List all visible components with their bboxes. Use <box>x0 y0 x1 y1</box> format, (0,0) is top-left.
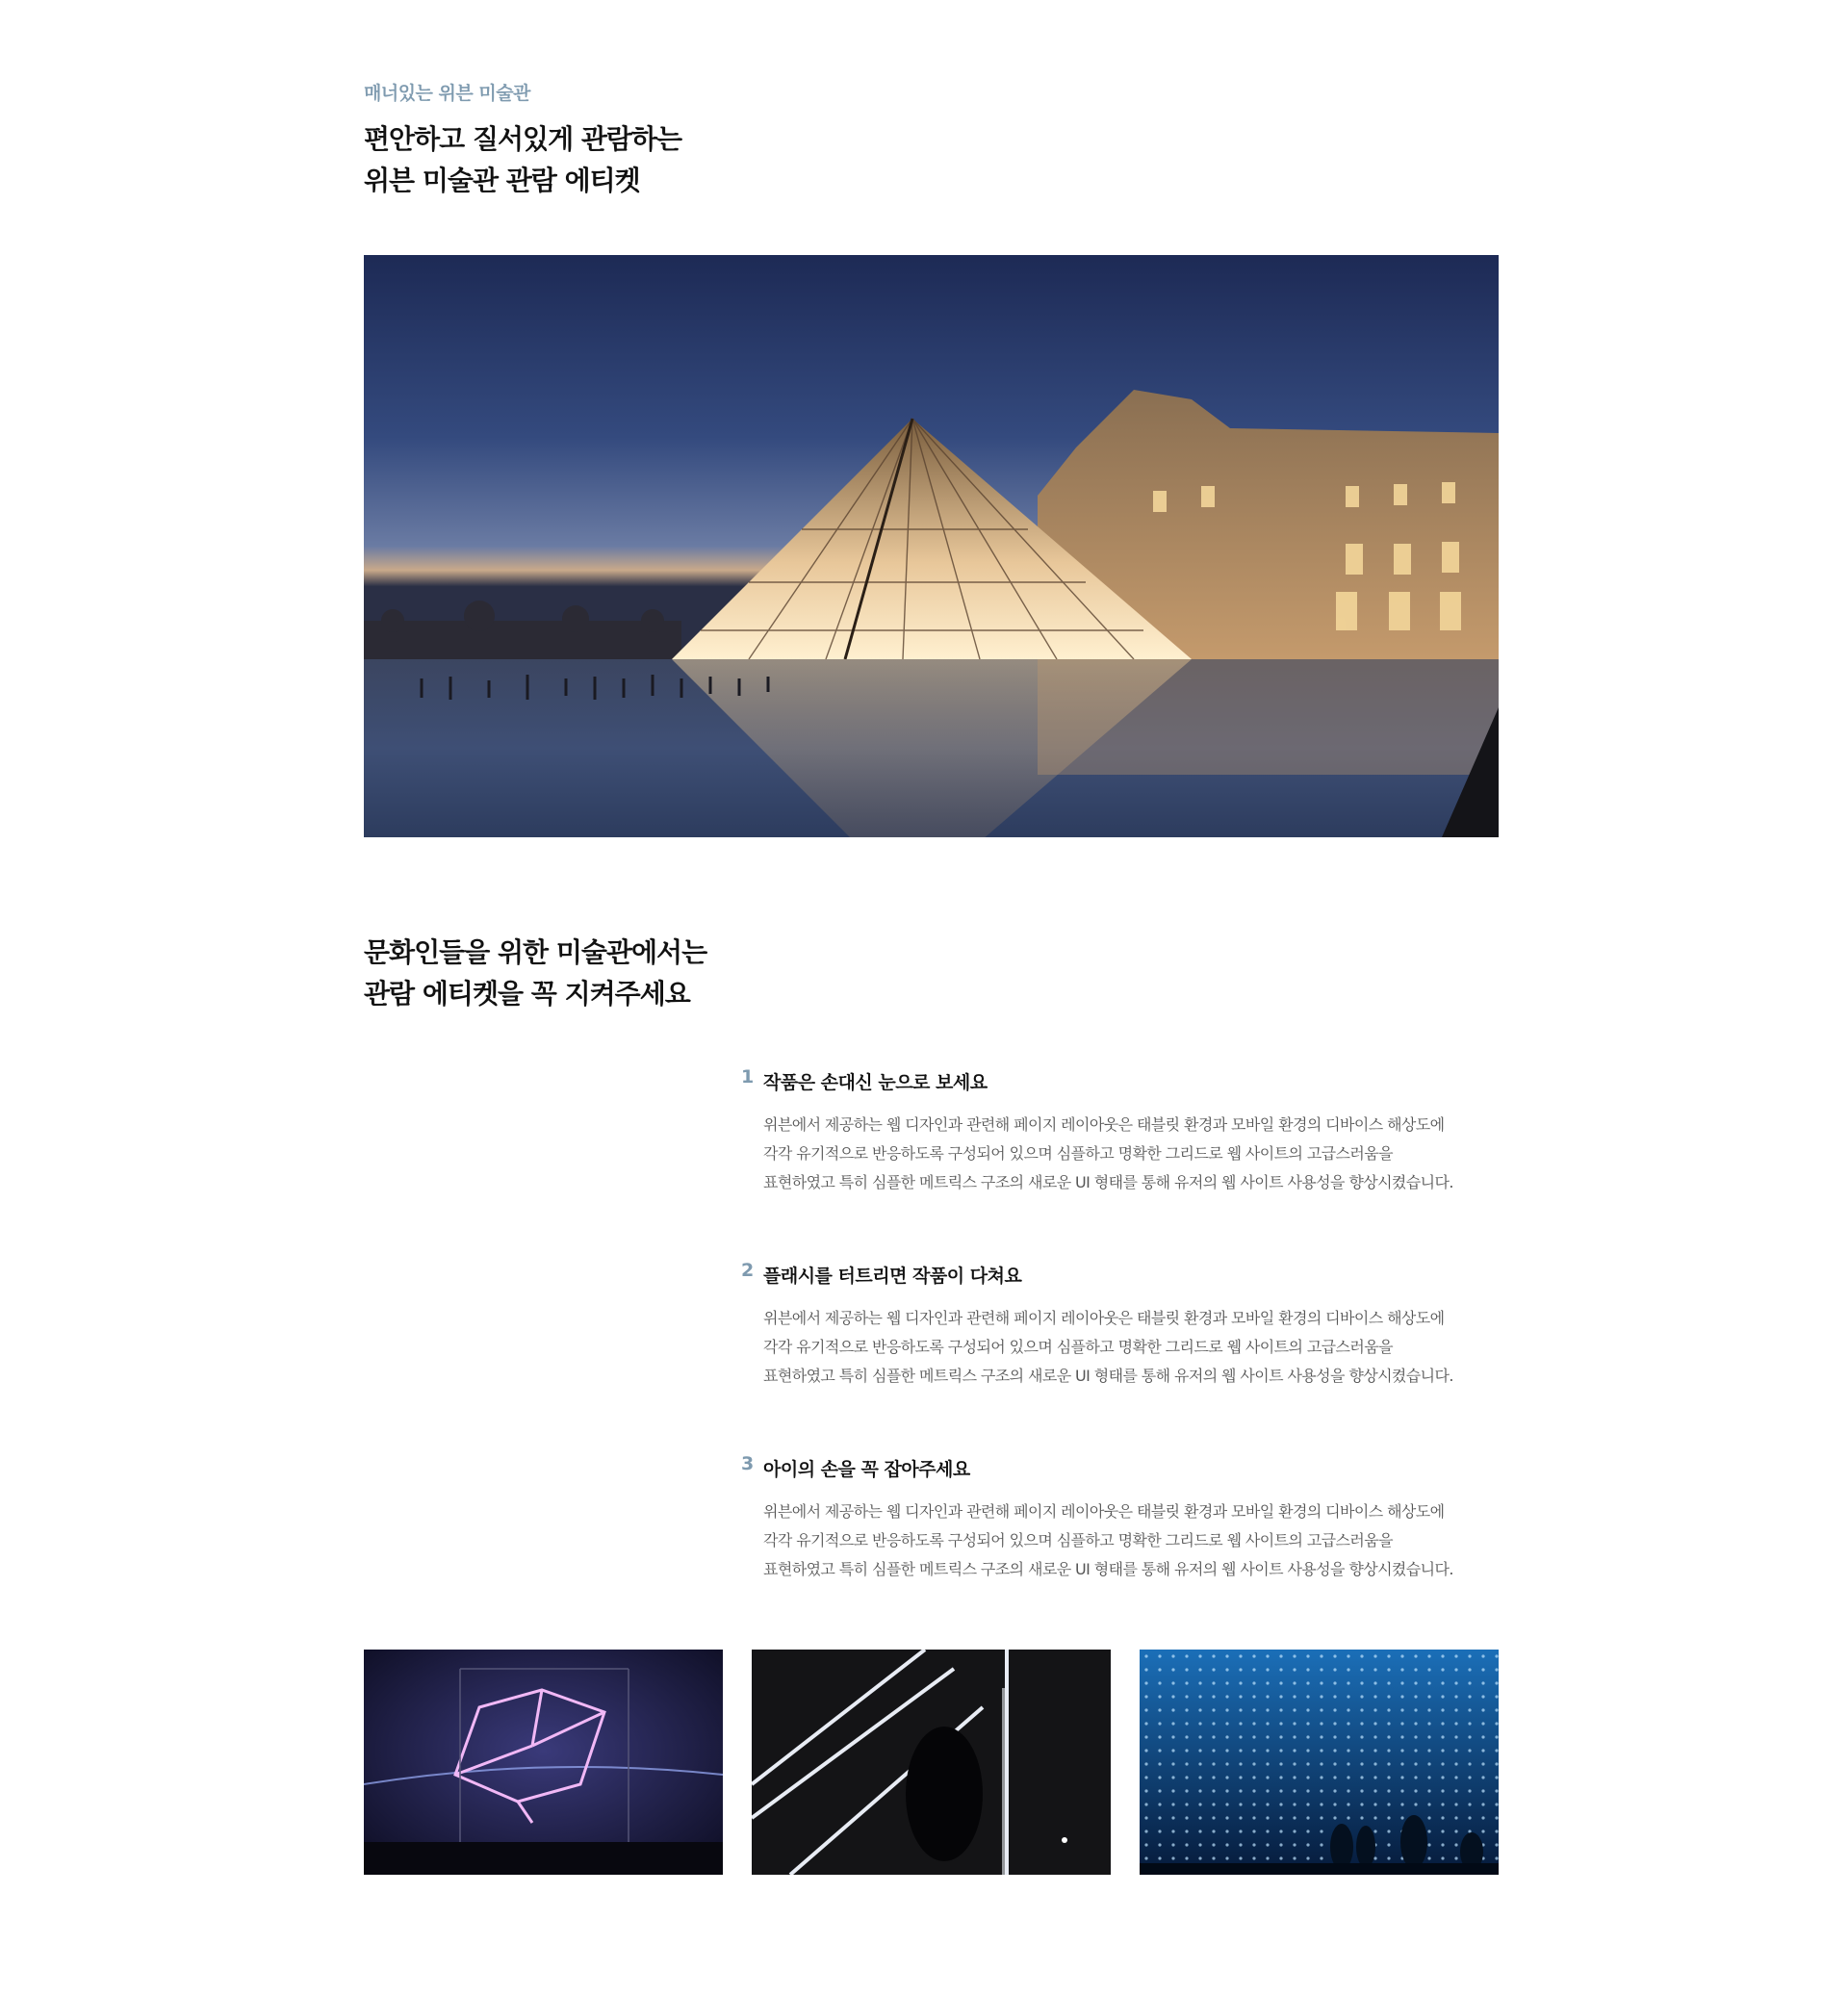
item-number: 2 <box>741 1260 755 1281</box>
section-title <box>364 932 706 1014</box>
item-description-line: 표현하였고 특히 심플한 메트릭스 구조의 새로운 UI 형태를 통해 유저의 웹 사이트 사용성을 향상시켰습니다. <box>763 1367 1453 1385</box>
item-description-line: 표현하였고 특히 심플한 메트릭스 구조의 새로운 UI 형태를 통해 유저의 웹 사이트 사용성을 향상시켰습니다. <box>763 1560 1453 1578</box>
gallery-image-blue-dots <box>1140 1650 1499 1875</box>
item-description <box>763 1497 1504 1584</box>
page-title-line-1: 편안하고 질서있게 관람하는 <box>364 123 682 155</box>
page-title <box>364 118 681 201</box>
hero-image <box>364 255 1499 837</box>
item-description-line: 표현하였고 특히 심플한 메트릭스 구조의 새로운 UI 형태를 통해 유저의 웹 사이트 사용성을 향상시켰습니다. <box>763 1173 1453 1191</box>
gallery <box>364 1650 1499 1875</box>
page-content <box>364 0 1499 1996</box>
item-description-line: 각각 유기적으로 반응하도록 구성되어 있으며 심플하고 명확한 그리드로 웹 사이트의 고급스러움을 <box>763 1338 1393 1356</box>
item-description-line: 위븐에서 제공하는 웹 디자인과 관련해 페이지 레이아웃은 태블릿 환경과 모바일 환경의 디바이스 해상도에 <box>763 1115 1445 1134</box>
item-description-line: 위븐에서 제공하는 웹 디자인과 관련해 페이지 레이아웃은 태블릿 환경과 모바일 환경의 디바이스 해상도에 <box>763 1502 1445 1521</box>
louvre-pyramid-image <box>364 255 1499 837</box>
blue-light-dots-image <box>1140 1650 1499 1875</box>
section-title-line-1: 문화인들을 위한 미술관에서는 <box>364 936 707 968</box>
section-eyebrow: 매너있는 위븐 미술관 <box>364 83 530 104</box>
gallery-image-neon-cube <box>364 1650 723 1875</box>
item-number: 3 <box>741 1453 755 1474</box>
item-description-line: 각각 유기적으로 반응하도록 구성되어 있으며 심플하고 명확한 그리드로 웹 사이트의 고급스러움을 <box>763 1144 1393 1163</box>
item-description-line: 각각 유기적으로 반응하도록 구성되어 있으며 심플하고 명확한 그리드로 웹 사이트의 고급스러움을 <box>763 1531 1393 1549</box>
item-description-line: 위븐에서 제공하는 웹 디자인과 관련해 페이지 레이아웃은 태블릿 환경과 모바일 환경의 디바이스 해상도에 <box>763 1309 1445 1327</box>
item-title: 아이의 손을 꼭 잡아주세요 <box>763 1459 970 1480</box>
gallery-image-light-lines <box>752 1650 1111 1875</box>
item-number: 1 <box>741 1066 755 1088</box>
item-title: 작품은 손대신 눈으로 보세요 <box>763 1072 988 1093</box>
item-description <box>763 1111 1504 1197</box>
page-title-line-2: 위븐 미술관 관람 에티켓 <box>364 165 640 196</box>
light-lines-image <box>752 1650 1111 1875</box>
item-description <box>763 1304 1504 1391</box>
section-title-line-2: 관람 에티켓을 꼭 지켜주세요 <box>364 978 690 1010</box>
item-title: 플래시를 터트리면 작품이 다쳐요 <box>763 1266 1022 1287</box>
neon-cube-image <box>364 1650 723 1875</box>
